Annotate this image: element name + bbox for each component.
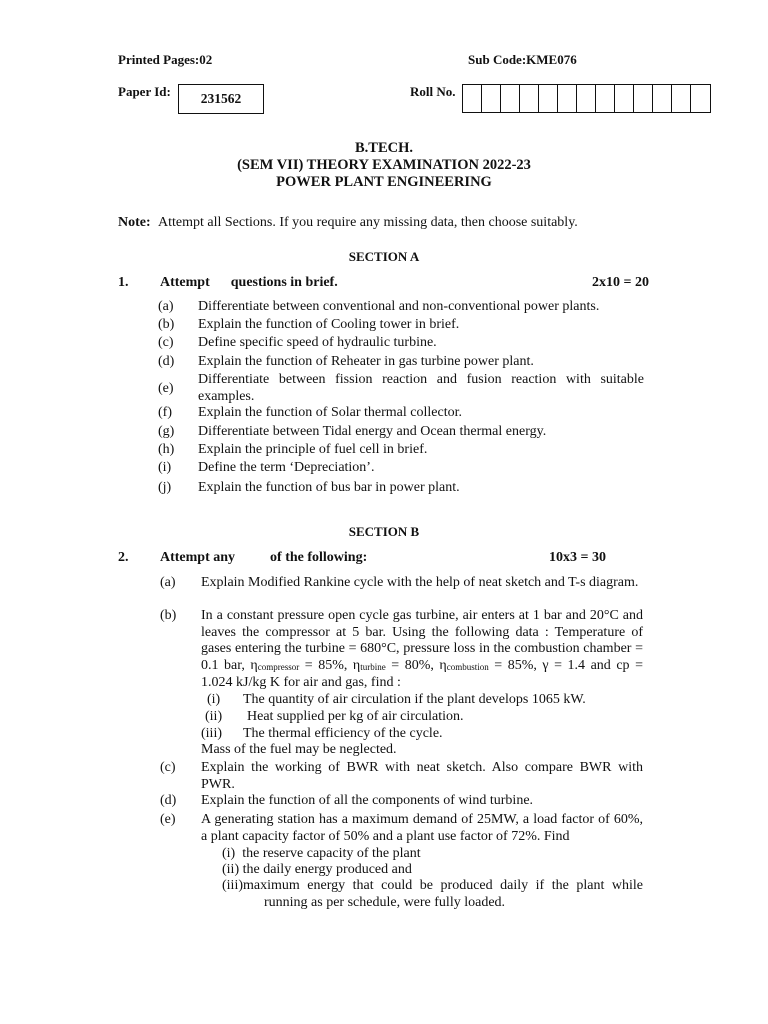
item-i-text: Define the term ‘Depreciation’. bbox=[198, 460, 375, 475]
question-1-text: Attempt questions in brief. bbox=[160, 275, 338, 290]
item-j-text: Explain the function of bus bar in power plant. bbox=[198, 480, 460, 495]
roll-no-cell bbox=[596, 85, 615, 112]
note-label: Note: bbox=[118, 215, 151, 230]
title-exam: (SEM VII) THEORY EXAMINATION 2022-23 bbox=[237, 157, 531, 173]
item-e-text: Differentiate between fission reaction and fusion reaction with suitable examples. bbox=[198, 372, 644, 404]
title-subject: POWER PLANT ENGINEERING bbox=[276, 174, 492, 190]
item-2b-sub2-label: (ii) bbox=[205, 709, 223, 724]
paper-id-box bbox=[178, 84, 264, 114]
roll-no-cell bbox=[463, 85, 482, 112]
item-2b-text: In a constant pressure open cycle gas turbine, air enters at 1 bar and 20°C and leaves the compressor at 5 bar. Using the following data : Temperature of gases entering the turbine = 680°C, pressure loss in the combustion chamber = 0.1 bar, $\eta_{compressor} = 85\%$, $\eta_{turbine} = 80\%$, $\eta_{combustion} = 85\%$, γ = 1.4 and cp = 1.024 kJ/kg K for air and gas, find : bbox=[201, 608, 643, 690]
roll-no-grid bbox=[462, 84, 711, 113]
section-b-heading: SECTION B bbox=[348, 524, 420, 539]
item-d-label: (d) bbox=[158, 354, 175, 369]
item-2e-sub3: (iii)maximum energy that could be produced daily if the plant while bbox=[222, 878, 643, 893]
item-2e-sub3-cont: running as per schedule, were fully loaded. bbox=[264, 895, 506, 910]
roll-no-cell bbox=[672, 85, 691, 112]
printed-pages: Printed Pages:02 bbox=[118, 52, 213, 67]
item-2b-tail: Mass of the fuel may be neglected. bbox=[201, 742, 397, 757]
item-2c-text: Explain the working of BWR with neat sketch. Also compare BWR with PWR. bbox=[201, 760, 643, 792]
paper-id-label: Paper Id: bbox=[118, 84, 171, 99]
item-2e-sub2: (ii) the daily energy produced and bbox=[222, 862, 412, 877]
paper-id-value: 231562 bbox=[200, 91, 242, 106]
question-2-marks: 10x3 = 30 bbox=[549, 550, 606, 565]
item-2b-sub3-text: The thermal efficiency of the cycle. bbox=[243, 726, 443, 741]
item-2d-text: Explain the function of all the components of wind turbine. bbox=[201, 793, 534, 808]
roll-no-cell bbox=[615, 85, 634, 112]
item-2b-label: (b) bbox=[160, 608, 177, 623]
question-1-number: 1. bbox=[118, 275, 129, 290]
item-2e-text: A generating station has a maximum demand of 25MW, a load factor of 60%, a plant capacity factor of 50% and a plant use factor of 72%. Find bbox=[201, 812, 643, 844]
item-b-label: (b) bbox=[158, 317, 175, 332]
roll-no-cell bbox=[691, 85, 710, 112]
item-f-label: (f) bbox=[158, 405, 172, 420]
question-2-text: Attempt any of the following: bbox=[160, 550, 368, 565]
item-2a-label: (a) bbox=[160, 575, 176, 590]
item-f-text: Explain the function of Solar thermal collector. bbox=[198, 405, 462, 420]
question-2-number: 2. bbox=[118, 550, 129, 565]
item-a-label: (a) bbox=[158, 299, 174, 314]
item-b-text: Explain the function of Cooling tower in brief. bbox=[198, 317, 460, 332]
item-a-text: Differentiate between conventional and non-conventional power plants. bbox=[198, 299, 600, 314]
item-2b-sub2-text: Heat supplied per kg of air circulation. bbox=[247, 709, 464, 724]
item-2d-label: (d) bbox=[160, 793, 177, 808]
item-c-label: (c) bbox=[158, 335, 174, 350]
item-2c-label: (c) bbox=[160, 760, 176, 775]
item-2e-label: (e) bbox=[160, 812, 176, 827]
roll-no-cell bbox=[634, 85, 653, 112]
roll-no-cell bbox=[520, 85, 539, 112]
note-text: Attempt all Sections. If you require any missing data, then choose suitably. bbox=[158, 215, 578, 230]
item-g-text: Differentiate between Tidal energy and Ocean thermal energy. bbox=[198, 424, 547, 439]
section-a-heading: SECTION A bbox=[348, 249, 420, 264]
roll-no-cell bbox=[501, 85, 520, 112]
item-h-text: Explain the principle of fuel cell in brief. bbox=[198, 442, 428, 457]
item-d-text: Explain the function of Reheater in gas turbine power plant. bbox=[198, 354, 534, 369]
item-2b-sub1-text: The quantity of air circulation if the plant develops 1065 kW. bbox=[243, 692, 586, 707]
sub-code: Sub Code:KME076 bbox=[468, 52, 577, 67]
roll-no-cell bbox=[539, 85, 558, 112]
item-2e-sub1: (i) the reserve capacity of the plant bbox=[222, 846, 421, 861]
roll-no-cell bbox=[577, 85, 596, 112]
item-2b-sub1-label: (i) bbox=[207, 692, 221, 707]
item-2a-text: Explain Modified Rankine cycle with the help of neat sketch and T-s diagram. bbox=[201, 575, 639, 590]
item-h-label: (h) bbox=[158, 442, 175, 457]
item-e-label: (e) bbox=[158, 381, 174, 396]
item-2b-sub3-label: (iii) bbox=[201, 726, 222, 741]
item-c-text: Define specific speed of hydraulic turbine. bbox=[198, 335, 437, 350]
roll-no-cell bbox=[653, 85, 672, 112]
item-g-label: (g) bbox=[158, 424, 175, 439]
item-i-label: (i) bbox=[158, 460, 172, 475]
roll-no-label: Roll No. bbox=[410, 84, 456, 99]
roll-no-cell bbox=[558, 85, 577, 112]
item-j-label: (j) bbox=[158, 480, 172, 495]
question-1-marks: 2x10 = 20 bbox=[592, 275, 649, 290]
title-degree: B.TECH. bbox=[354, 140, 413, 156]
roll-no-cell bbox=[482, 85, 501, 112]
